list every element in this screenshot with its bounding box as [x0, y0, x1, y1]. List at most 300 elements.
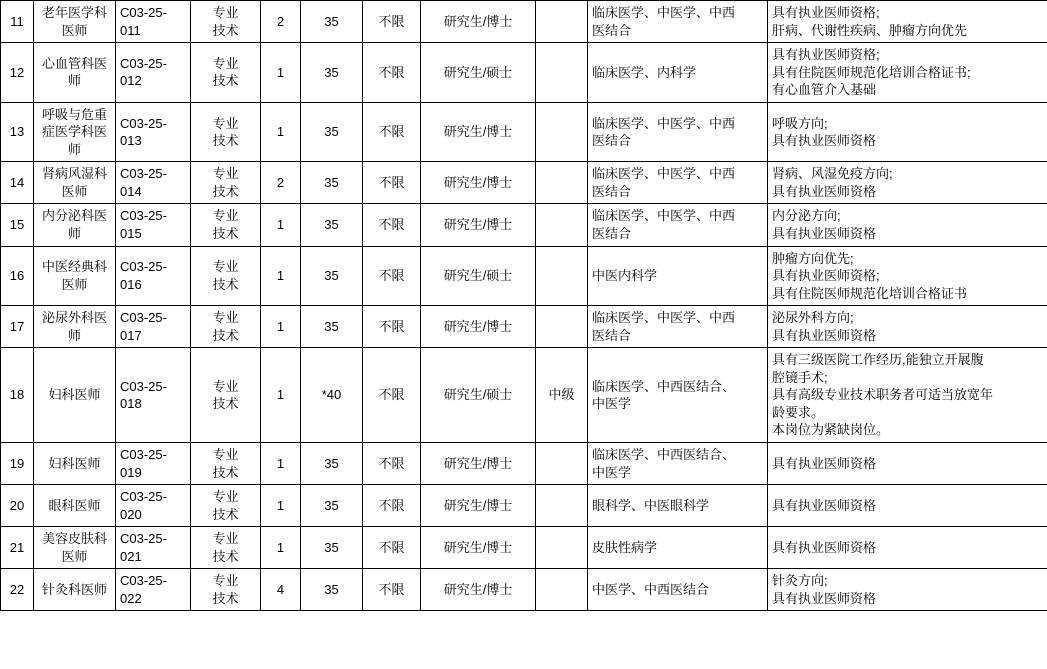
table-body — [1, 1, 1047, 611]
cell-text — [195, 309, 256, 344]
cell-line: 临床医学、中医学、中西 — [592, 310, 736, 326]
cell-line: 师 — [67, 73, 81, 89]
cell-gender — [363, 306, 421, 348]
cell-text — [592, 378, 763, 413]
cell-age — [301, 43, 363, 103]
cell-post-name — [34, 485, 116, 527]
cell-line: 中医内科学 — [592, 268, 658, 284]
cell-line: 技术 — [212, 22, 239, 38]
cell-headcount — [261, 102, 301, 162]
cell-text: 中级 — [548, 387, 575, 403]
table-row — [1, 162, 1047, 204]
cell-text: 11 — [10, 13, 24, 29]
cell-line: 研究生/博士 — [443, 497, 513, 513]
cell-gender — [363, 485, 421, 527]
cell-line: 专业 — [212, 310, 239, 326]
cell-text — [120, 165, 186, 200]
cell-text: 35 — [324, 13, 339, 29]
cell-headcount — [261, 443, 301, 485]
cell-line: 技术 — [212, 396, 239, 412]
cell-line: 技术 — [212, 73, 239, 89]
cell-text — [592, 165, 763, 200]
cell-line: 技术 — [212, 133, 239, 149]
cell-line: 皮肤性病学 — [592, 539, 658, 555]
cell-line: 具有住院医师规范化培训合格证书 — [772, 285, 968, 301]
cell-post-name — [34, 204, 116, 246]
cell-line: 师 — [67, 141, 81, 157]
cell-post-code — [116, 162, 191, 204]
cell-line: 眼科学、中医眼科学 — [592, 497, 710, 513]
cell-line: 本岗位为紧缺岗位。 — [772, 422, 890, 438]
cell-line: 技术 — [212, 506, 239, 522]
cell-text — [38, 258, 111, 293]
cell-line: C03-25- — [120, 573, 167, 589]
cell-post-type — [191, 569, 261, 611]
cell-text — [120, 572, 186, 607]
cell-line: 医结合 — [592, 133, 632, 149]
cell-text: 1 — [276, 268, 285, 284]
cell-line: 研究生/博士 — [443, 217, 513, 233]
cell-text: 不限 — [378, 13, 405, 29]
cell-major-requirement — [588, 102, 768, 162]
cell-line: 研究生/硕士 — [443, 64, 513, 80]
cell-line: 老年医学科 — [41, 5, 107, 20]
cell-line: 技术 — [212, 548, 239, 564]
cell-text — [425, 174, 531, 192]
cell-text: 35 — [324, 217, 339, 233]
cell-text: 13 — [9, 124, 25, 140]
cell-post-code — [116, 306, 191, 348]
cell-line: 研究生/博士 — [443, 539, 513, 555]
cell-text — [425, 497, 531, 515]
cell-index — [1, 246, 34, 306]
cell-line: 研究生/博士 — [443, 455, 513, 471]
cell-gender — [363, 162, 421, 204]
cell-text: 1 — [276, 124, 285, 140]
cell-line: 具有住院医师规范化培训合格证书; — [772, 64, 971, 80]
cell-line: 专业 — [212, 447, 239, 463]
cell-post-code — [116, 348, 191, 443]
cell-other-requirement — [768, 443, 1047, 485]
cell-education — [421, 204, 536, 246]
cell-line: 专业 — [212, 5, 239, 20]
cell-text: 1 — [276, 539, 285, 555]
cell-text: 不限 — [378, 217, 405, 233]
table-row — [1, 527, 1047, 569]
cell-major-requirement — [588, 569, 768, 611]
table-row — [1, 569, 1047, 611]
cell-post-type — [191, 102, 261, 162]
cell-text — [425, 267, 531, 285]
cell-other-requirement — [768, 348, 1047, 443]
cell-text — [38, 4, 111, 39]
cell-text — [592, 497, 763, 515]
cell-line: C03-25- — [120, 378, 167, 394]
cell-text: 不限 — [378, 175, 405, 191]
cell-text — [592, 267, 763, 285]
cell-post-name — [34, 102, 116, 162]
cell-gender — [363, 443, 421, 485]
cell-line: 医师 — [61, 276, 88, 292]
cell-text: 1 — [276, 64, 285, 80]
cell-education — [421, 43, 536, 103]
cell-line: 020 — [120, 506, 142, 522]
cell-post-code — [116, 102, 191, 162]
cell-text — [120, 115, 186, 150]
cell-text — [425, 216, 531, 234]
cell-line: 妇科医师 — [48, 387, 101, 403]
cell-text — [120, 446, 186, 481]
cell-text — [425, 64, 531, 82]
cell-text: 不限 — [378, 455, 405, 471]
cell-professional-title — [536, 306, 588, 348]
cell-line: 眼科医师 — [48, 497, 101, 513]
cell-index — [1, 1, 34, 43]
cell-line: 医结合 — [592, 226, 632, 242]
cell-line: 有心血管介入基础 — [772, 82, 877, 98]
cell-line: 具有执业医师资格 — [772, 183, 877, 199]
cell-line: 医结合 — [592, 183, 632, 199]
cell-text — [772, 539, 1043, 557]
cell-text — [38, 309, 111, 344]
cell-headcount — [261, 348, 301, 443]
cell-index — [1, 443, 34, 485]
cell-text: *40 — [321, 387, 342, 403]
cell-line: 专业 — [212, 166, 239, 182]
cell-post-code — [116, 485, 191, 527]
cell-text — [120, 4, 186, 39]
cell-age — [301, 569, 363, 611]
cell-line: 针灸方向; — [772, 573, 828, 589]
cell-education — [421, 485, 536, 527]
cell-text — [38, 386, 111, 404]
cell-age — [301, 162, 363, 204]
cell-line: 针灸科医师 — [41, 582, 107, 598]
cell-text — [772, 497, 1043, 515]
cell-line: 专业 — [212, 573, 239, 589]
cell-text — [425, 123, 531, 141]
cell-text — [772, 115, 1043, 150]
cell-text — [195, 378, 256, 413]
cell-line: C03-25- — [120, 166, 167, 182]
cell-line: 医师 — [61, 22, 88, 38]
cell-text — [425, 13, 531, 31]
cell-age — [301, 485, 363, 527]
cell-gender — [363, 1, 421, 43]
cell-text: 不限 — [378, 64, 405, 80]
cell-text — [592, 207, 763, 242]
cell-professional-title — [536, 43, 588, 103]
cell-line: 肾病风湿科 — [41, 166, 107, 182]
cell-line: 临床医学、中西医结合、 — [592, 378, 736, 394]
cell-line: C03-25- — [120, 55, 167, 71]
cell-line: 临床医学、中医学、中西 — [592, 166, 736, 182]
cell-post-code — [116, 246, 191, 306]
cell-text — [38, 530, 111, 565]
cell-line: C03-25- — [120, 489, 167, 505]
cell-other-requirement — [768, 204, 1047, 246]
cell-line: 技术 — [212, 226, 239, 242]
cell-text — [772, 165, 1043, 200]
cell-other-requirement — [768, 1, 1047, 43]
table-row — [1, 485, 1047, 527]
cell-professional-title — [536, 348, 588, 443]
cell-text — [38, 207, 111, 242]
cell-text: 不限 — [378, 539, 405, 555]
cell-text — [195, 115, 256, 150]
cell-text — [772, 207, 1043, 242]
cell-line: C03-25- — [120, 5, 167, 20]
cell-line: 014 — [120, 183, 142, 199]
cell-line: 具有执业医师资格 — [772, 539, 877, 555]
cell-post-name — [34, 43, 116, 103]
cell-education — [421, 443, 536, 485]
cell-text — [592, 446, 763, 481]
cell-text — [592, 4, 763, 39]
cell-other-requirement — [768, 246, 1047, 306]
cell-post-type — [191, 43, 261, 103]
cell-line: 专业 — [212, 259, 239, 275]
cell-gender — [363, 102, 421, 162]
cell-professional-title — [536, 527, 588, 569]
cell-text: 35 — [324, 268, 339, 284]
cell-text — [38, 106, 111, 159]
cell-line: 技术 — [212, 183, 239, 199]
cell-text: 21 — [9, 539, 25, 555]
cell-line: 肾病、风湿免疫方向; — [772, 166, 893, 182]
cell-post-name — [34, 1, 116, 43]
cell-text: 20 — [9, 497, 25, 513]
cell-line: 016 — [120, 276, 142, 292]
cell-major-requirement — [588, 443, 768, 485]
cell-age — [301, 527, 363, 569]
cell-index — [1, 162, 34, 204]
cell-post-type — [191, 527, 261, 569]
table-row — [1, 204, 1047, 246]
cell-text — [120, 530, 186, 565]
cell-text: 1 — [276, 318, 285, 334]
cell-text — [120, 309, 186, 344]
cell-text — [592, 309, 763, 344]
cell-line: 具有执业医师资格 — [772, 133, 877, 149]
cell-line: 013 — [120, 133, 142, 149]
cell-headcount — [261, 204, 301, 246]
cell-text: 12 — [9, 64, 25, 80]
cell-line: C03-25- — [120, 531, 167, 547]
cell-headcount — [261, 569, 301, 611]
table-row — [1, 306, 1047, 348]
cell-line: 具有执业医师资格 — [772, 455, 877, 471]
cell-text — [772, 250, 1043, 303]
cell-index — [1, 348, 34, 443]
cell-line: 技术 — [212, 590, 239, 606]
cell-text: 35 — [324, 124, 339, 140]
cell-text — [195, 55, 256, 90]
cell-text — [195, 446, 256, 481]
cell-text — [120, 207, 186, 242]
cell-line: 技术 — [212, 464, 239, 480]
cell-post-code — [116, 1, 191, 43]
cell-post-name — [34, 569, 116, 611]
cell-professional-title — [536, 569, 588, 611]
cell-text — [425, 455, 531, 473]
cell-text — [120, 378, 186, 413]
cell-text: 14 — [9, 175, 25, 191]
cell-gender — [363, 204, 421, 246]
cell-education — [421, 246, 536, 306]
cell-text: 17 — [9, 318, 25, 334]
cell-text — [772, 351, 1043, 439]
cell-text: 35 — [324, 455, 339, 471]
cell-post-type — [191, 348, 261, 443]
cell-professional-title — [536, 102, 588, 162]
cell-line: 临床医学、中医学、中西 — [592, 5, 736, 20]
cell-age — [301, 246, 363, 306]
cell-index — [1, 204, 34, 246]
table-row — [1, 102, 1047, 162]
cell-line: 专业 — [212, 208, 239, 224]
cell-line: 具有执业医师资格; — [772, 268, 880, 284]
cell-other-requirement — [768, 162, 1047, 204]
cell-line: 研究生/博士 — [443, 175, 513, 191]
cell-post-code — [116, 569, 191, 611]
cell-text: 4 — [276, 582, 285, 598]
cell-other-requirement — [768, 306, 1047, 348]
cell-line: 师 — [67, 226, 81, 242]
cell-line: 临床医学、中西医结合、 — [592, 447, 736, 463]
cell-age — [301, 348, 363, 443]
cell-line: 021 — [120, 548, 142, 564]
cell-professional-title — [536, 443, 588, 485]
cell-line: 具有高级专业技术职务者可适当放宽年 — [772, 387, 994, 403]
cell-text — [772, 4, 1043, 39]
cell-line: 医师 — [61, 548, 88, 564]
cell-line: 具有执业医师资格 — [772, 327, 877, 343]
cell-line: C03-25- — [120, 208, 167, 224]
cell-line: 019 — [120, 464, 142, 480]
cell-gender — [363, 348, 421, 443]
cell-text — [120, 258, 186, 293]
cell-education — [421, 348, 536, 443]
cell-text: 不限 — [378, 387, 405, 403]
cell-text: 18 — [9, 387, 25, 403]
cell-major-requirement — [588, 527, 768, 569]
cell-line: 内分泌科医 — [41, 208, 107, 224]
table-row — [1, 1, 1047, 43]
cell-text: 15 — [9, 217, 25, 233]
cell-line: 妇科医师 — [48, 455, 101, 471]
cell-line: 研究生/硕士 — [443, 268, 513, 284]
cell-headcount — [261, 527, 301, 569]
cell-text: 35 — [324, 318, 339, 334]
cell-line: 研究生/博士 — [443, 124, 513, 140]
cell-line: 018 — [120, 396, 142, 412]
cell-text: 35 — [324, 539, 339, 555]
cell-text — [195, 488, 256, 523]
cell-text — [772, 572, 1043, 607]
cell-gender — [363, 569, 421, 611]
cell-index — [1, 102, 34, 162]
cell-age — [301, 102, 363, 162]
cell-line: C03-25- — [120, 447, 167, 463]
cell-text: 不限 — [378, 268, 405, 284]
cell-post-type — [191, 162, 261, 204]
cell-post-name — [34, 443, 116, 485]
cell-index — [1, 527, 34, 569]
cell-line: 专业 — [212, 55, 239, 71]
cell-text — [38, 497, 111, 515]
cell-major-requirement — [588, 348, 768, 443]
cell-text — [425, 539, 531, 557]
cell-line: 心血管科医 — [41, 55, 107, 71]
cell-line: 泌尿外科医 — [41, 310, 107, 326]
cell-major-requirement — [588, 246, 768, 306]
cell-line: 研究生/硕士 — [443, 387, 513, 403]
table-row — [1, 246, 1047, 306]
cell-text: 不限 — [378, 318, 405, 334]
cell-text — [592, 64, 763, 82]
cell-text — [772, 309, 1043, 344]
cell-education — [421, 1, 536, 43]
cell-line: 015 — [120, 226, 142, 242]
cell-headcount — [261, 485, 301, 527]
cell-line: 研究生/博士 — [443, 582, 513, 598]
cell-post-name — [34, 246, 116, 306]
cell-line: 症医学科医 — [41, 124, 107, 140]
cell-other-requirement — [768, 527, 1047, 569]
cell-text — [38, 55, 111, 90]
cell-post-name — [34, 527, 116, 569]
cell-major-requirement — [588, 162, 768, 204]
cell-text — [120, 55, 186, 90]
cell-text — [195, 572, 256, 607]
cell-line: 专业 — [212, 531, 239, 547]
cell-line: 具有三级医院工作经历,能独立开展腹 — [772, 352, 984, 368]
cell-text: 1 — [276, 455, 285, 471]
cell-age — [301, 306, 363, 348]
cell-text: 1 — [276, 387, 285, 403]
cell-line: 011 — [120, 22, 141, 38]
cell-line: 泌尿外科方向; — [772, 310, 854, 326]
cell-text: 35 — [324, 175, 339, 191]
cell-headcount — [261, 306, 301, 348]
cell-line: 美容皮肤科 — [41, 531, 107, 547]
cell-major-requirement — [588, 43, 768, 103]
cell-headcount — [261, 43, 301, 103]
cell-post-type — [191, 443, 261, 485]
cell-gender — [363, 43, 421, 103]
cell-line: 临床医学、内科学 — [592, 64, 697, 80]
cell-education — [421, 102, 536, 162]
cell-post-name — [34, 162, 116, 204]
cell-text: 35 — [324, 64, 339, 80]
cell-text — [425, 581, 531, 599]
cell-text — [592, 115, 763, 150]
cell-text — [195, 4, 256, 39]
table-row — [1, 43, 1047, 103]
cell-line: 呼吸与危重 — [41, 106, 107, 122]
cell-text: 16 — [9, 268, 25, 284]
cell-line: 肿瘤方向优先; — [772, 250, 854, 266]
cell-text — [38, 581, 111, 599]
cell-line: 技术 — [212, 276, 239, 292]
cell-line: 具有执业医师资格; — [772, 47, 880, 63]
cell-line: 临床医学、中医学、中西 — [592, 115, 736, 131]
cell-other-requirement — [768, 485, 1047, 527]
cell-line: 龄要求。 — [772, 404, 825, 420]
cell-major-requirement — [588, 1, 768, 43]
cell-text: 不限 — [378, 582, 405, 598]
